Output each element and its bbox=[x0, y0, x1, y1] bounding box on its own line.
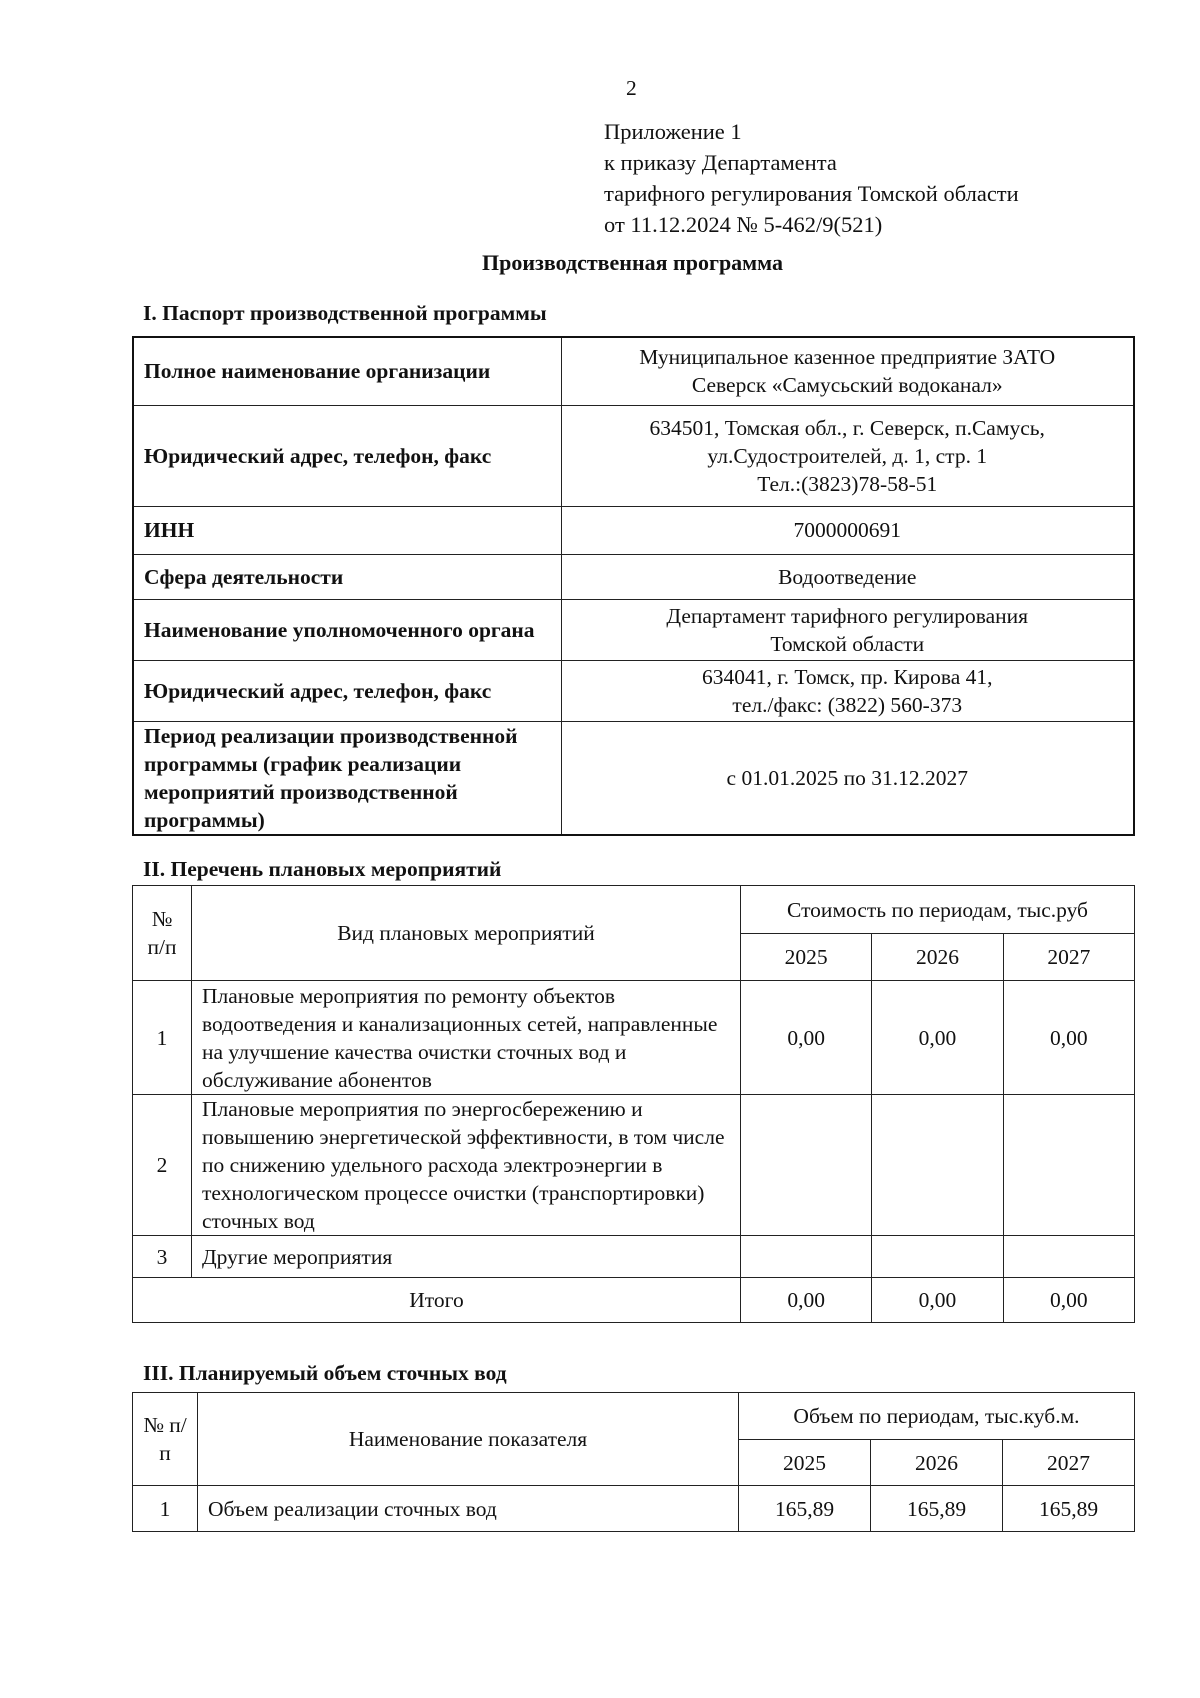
col-name-header: Вид плановых мероприятий bbox=[192, 886, 741, 981]
col-num-header: № п/п bbox=[133, 1393, 198, 1486]
appendix-block bbox=[604, 116, 1019, 240]
row-value bbox=[1003, 1236, 1134, 1278]
section1-heading: I. Паспорт производственной программы bbox=[143, 301, 547, 325]
section2-heading: II. Перечень плановых мероприятий bbox=[143, 857, 502, 881]
row-value: 0,00 bbox=[1003, 981, 1134, 1095]
row-label: Период реализации производственной программы (график реализации мероприятий производственной программы) bbox=[133, 721, 561, 835]
appendix-line: тарифного регулирования Томской области bbox=[604, 181, 1019, 206]
row-label: Сфера деятельности bbox=[133, 554, 561, 599]
row-name: Объем реализации сточных вод bbox=[198, 1486, 739, 1532]
activities-table bbox=[132, 885, 1135, 1323]
passport-row bbox=[133, 721, 1134, 835]
row-value: 165,89 bbox=[1003, 1486, 1135, 1532]
row-value: 7000000691 bbox=[561, 506, 1134, 554]
col-num-header: № п/п bbox=[133, 886, 192, 981]
row-name: Плановые мероприятия по энергосбережению и повышению энергетической эффективности, в том числе по снижению удельного расхода электроэнергии в технологическом процессе очистки (транспортировки) сточных вод bbox=[192, 1095, 741, 1236]
total-value: 0,00 bbox=[872, 1278, 1003, 1323]
row-name: Плановые мероприятия по ремонту объектов водоотведения и канализационных сетей, направленные на улучшение качества очистки сточных вод и обслуживание абонентов bbox=[192, 981, 741, 1095]
row-label: Полное наименование организации bbox=[133, 337, 561, 405]
volume-table bbox=[132, 1392, 1135, 1532]
table-row bbox=[133, 981, 1135, 1095]
document-title: Производственная программа bbox=[481, 250, 784, 275]
row-value: 165,89 bbox=[739, 1486, 871, 1532]
row-value bbox=[741, 1236, 872, 1278]
year-header: 2026 bbox=[872, 934, 1003, 981]
year-header: 2025 bbox=[739, 1440, 871, 1486]
row-name: Другие мероприятия bbox=[192, 1236, 741, 1278]
total-value: 0,00 bbox=[741, 1278, 872, 1323]
row-num: 2 bbox=[133, 1095, 192, 1236]
appendix-line: Приложение 1 bbox=[604, 119, 742, 144]
row-value bbox=[872, 1236, 1003, 1278]
page-number: 2 bbox=[626, 76, 637, 100]
total-value: 0,00 bbox=[1003, 1278, 1134, 1323]
row-value: 0,00 bbox=[741, 981, 872, 1095]
row-value: 0,00 bbox=[872, 981, 1003, 1095]
row-label: Наименование уполномоченного органа bbox=[133, 599, 561, 660]
year-header: 2027 bbox=[1003, 934, 1134, 981]
appendix-line: к приказу Департамента bbox=[604, 150, 837, 175]
col-volume-header: Объем по периодам, тыс.куб.м. bbox=[739, 1393, 1135, 1440]
passport-row bbox=[133, 405, 1134, 506]
row-label: Юридический адрес, телефон, факс bbox=[133, 660, 561, 721]
col-name-header: Наименование показателя bbox=[198, 1393, 739, 1486]
passport-row bbox=[133, 599, 1134, 660]
row-value bbox=[741, 1095, 872, 1236]
row-num: 3 bbox=[133, 1236, 192, 1278]
section3-heading: III. Планируемый объем сточных вод bbox=[143, 1361, 507, 1385]
passport-row bbox=[133, 554, 1134, 599]
year-header: 2025 bbox=[741, 934, 872, 981]
row-value: Муниципальное казенное предприятие ЗАТО Северск «Самусьский водоканал» bbox=[561, 337, 1134, 405]
row-value: Водоотведение bbox=[561, 554, 1134, 599]
row-value: 634041, г. Томск, пр. Кирова 41, тел./факс: (3822) 560-373 bbox=[561, 660, 1134, 721]
total-row bbox=[133, 1278, 1135, 1323]
row-value bbox=[1003, 1095, 1134, 1236]
passport-table bbox=[132, 336, 1135, 836]
passport-row bbox=[133, 337, 1134, 405]
col-cost-header: Стоимость по периодам, тыс.руб bbox=[741, 886, 1135, 934]
appendix-line: от 11.12.2024 № 5-462/9(521) bbox=[604, 212, 883, 237]
row-value: 165,89 bbox=[871, 1486, 1003, 1532]
year-header: 2027 bbox=[1003, 1440, 1135, 1486]
row-num: 1 bbox=[133, 981, 192, 1095]
row-value: с 01.01.2025 по 31.12.2027 bbox=[561, 721, 1134, 835]
total-label: Итого bbox=[133, 1278, 741, 1323]
table-row bbox=[133, 1095, 1135, 1236]
table-row bbox=[133, 1236, 1135, 1278]
row-label: Юридический адрес, телефон, факс bbox=[133, 405, 561, 506]
passport-row bbox=[133, 506, 1134, 554]
row-label: ИНН bbox=[133, 506, 561, 554]
passport-row bbox=[133, 660, 1134, 721]
year-header: 2026 bbox=[871, 1440, 1003, 1486]
row-value bbox=[872, 1095, 1003, 1236]
table-row bbox=[133, 1486, 1135, 1532]
row-num: 1 bbox=[133, 1486, 198, 1532]
row-value: Департамент тарифного регулирования Томской области bbox=[561, 599, 1134, 660]
row-value: 634501, Томская обл., г. Северск, п.Самусь, ул.Судостроителей, д. 1, стр. 1 Тел.:(3823)78-58-51 bbox=[561, 405, 1134, 506]
